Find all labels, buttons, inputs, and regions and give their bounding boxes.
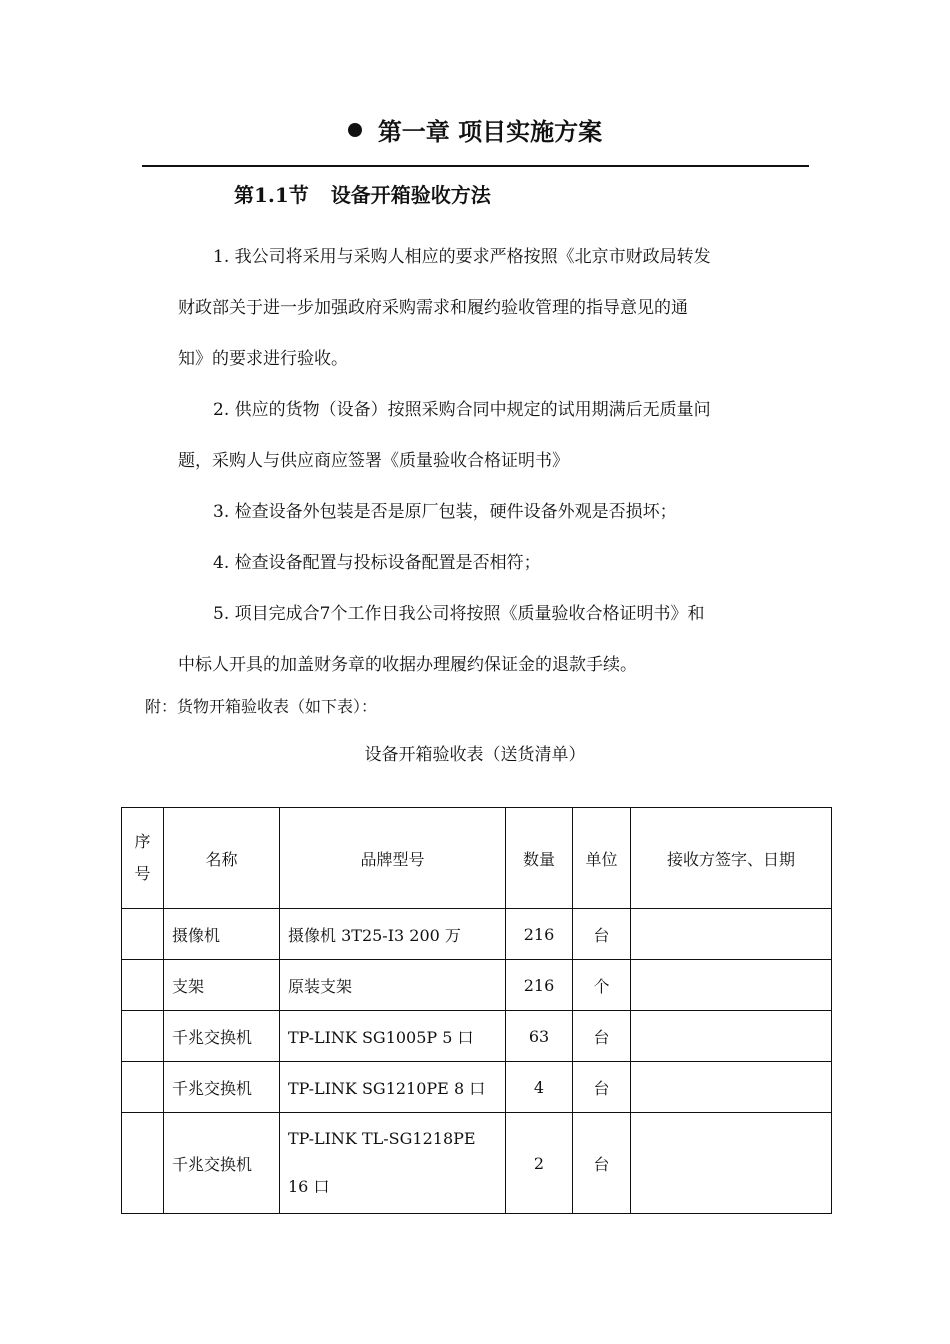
- cell-qty: 2: [506, 1113, 573, 1214]
- cell-brand: TP-LINK SG1005P 5 口: [280, 1011, 506, 1062]
- item-2: [178, 385, 798, 487]
- cell-unit: 台: [573, 909, 631, 960]
- item-1-line: 1. 我公司将采用与采购人相应的要求严格按照《北京市财政局转发: [213, 247, 711, 267]
- table-row: [122, 1011, 832, 1062]
- cell-seq: [122, 960, 164, 1011]
- section-number: 第1.1节: [234, 183, 309, 207]
- header-sign: 接收方签字、日期: [631, 808, 832, 909]
- acceptance-items: [178, 232, 798, 691]
- cell-brand-line: 16 口: [288, 1177, 330, 1196]
- cell-seq: [122, 1113, 164, 1214]
- header-name: 名称: [164, 808, 280, 909]
- title-divider: [142, 165, 809, 167]
- item-1: [178, 232, 798, 385]
- acceptance-table: [121, 807, 832, 1214]
- appendix-note: 附：货物开箱验收表（如下表）：: [145, 697, 378, 716]
- table-row: [122, 1062, 832, 1113]
- cell-sign: [631, 1113, 832, 1214]
- cell-unit: 个: [573, 960, 631, 1011]
- cell-qty: 4: [506, 1062, 573, 1113]
- item-2-line: 2. 供应的货物（设备）按照采购合同中规定的试用期满后无质量问: [213, 400, 711, 420]
- cell-name: 千兆交换机: [164, 1113, 280, 1214]
- item-2-line: 题，采购人与供应商应签署《质量验收合格证明书》: [178, 451, 569, 471]
- cell-name: 支架: [164, 960, 280, 1011]
- cell-brand: [280, 1113, 506, 1214]
- cell-sign: [631, 909, 832, 960]
- item-3: [178, 487, 798, 538]
- cell-sign: [631, 960, 832, 1011]
- cell-name: 千兆交换机: [164, 1011, 280, 1062]
- table-title: 设备开箱验收表（送货清单）: [364, 745, 586, 765]
- table-header-row: [122, 808, 832, 909]
- item-5-line: 中标人开具的加盖财务章的收据办理履约保证金的退款手续。: [178, 655, 637, 675]
- cell-brand: TP-LINK SG1210PE 8 口: [280, 1062, 506, 1113]
- cell-name: 千兆交换机: [164, 1062, 280, 1113]
- cell-brand: 摄像机 3T25-I3 200 万: [280, 909, 506, 960]
- cell-unit: 台: [573, 1011, 631, 1062]
- cell-brand: 原装支架: [280, 960, 506, 1011]
- chapter-title-text: 第一章 项目实施方案: [377, 117, 603, 146]
- bullet-icon: [348, 123, 362, 137]
- item-5-line: 5. 项目完成合7个工作日我公司将按照《质量验收合格证明书》和: [213, 604, 705, 624]
- header-unit: 单位: [573, 808, 631, 909]
- header-seq: 序 号: [122, 808, 164, 909]
- item-4-line: 4. 检查设备配置与投标设备配置是否相符；: [213, 553, 541, 573]
- cell-unit: 台: [573, 1113, 631, 1214]
- item-1-line: 财政部关于进一步加强政府采购需求和履约验收管理的指导意见的通: [178, 298, 688, 318]
- cell-qty: 216: [506, 909, 573, 960]
- table-row: [122, 909, 832, 960]
- item-1-line: 知》的要求进行验收。: [178, 349, 348, 369]
- cell-seq: [122, 1062, 164, 1113]
- cell-unit: 台: [573, 1062, 631, 1113]
- cell-brand-line: TP-LINK TL-SG1218PE: [288, 1129, 476, 1148]
- header-brand: 品牌型号: [280, 808, 506, 909]
- table-row: [122, 960, 832, 1011]
- item-4: [178, 538, 798, 589]
- section-heading: [234, 178, 491, 212]
- cell-seq: [122, 1011, 164, 1062]
- cell-seq: [122, 909, 164, 960]
- table-row: [122, 1113, 832, 1214]
- cell-sign: [631, 1062, 832, 1113]
- section-title: 设备开箱验收方法: [330, 183, 491, 207]
- item-5: [178, 589, 798, 691]
- cell-name: 摄像机: [164, 909, 280, 960]
- cell-qty: 216: [506, 960, 573, 1011]
- chapter-title: [0, 112, 950, 152]
- cell-qty: 63: [506, 1011, 573, 1062]
- item-3-line: 3. 检查设备外包装是否是原厂包装，硬件设备外观是否损坏；: [213, 502, 677, 522]
- header-qty: 数量: [506, 808, 573, 909]
- cell-sign: [631, 1011, 832, 1062]
